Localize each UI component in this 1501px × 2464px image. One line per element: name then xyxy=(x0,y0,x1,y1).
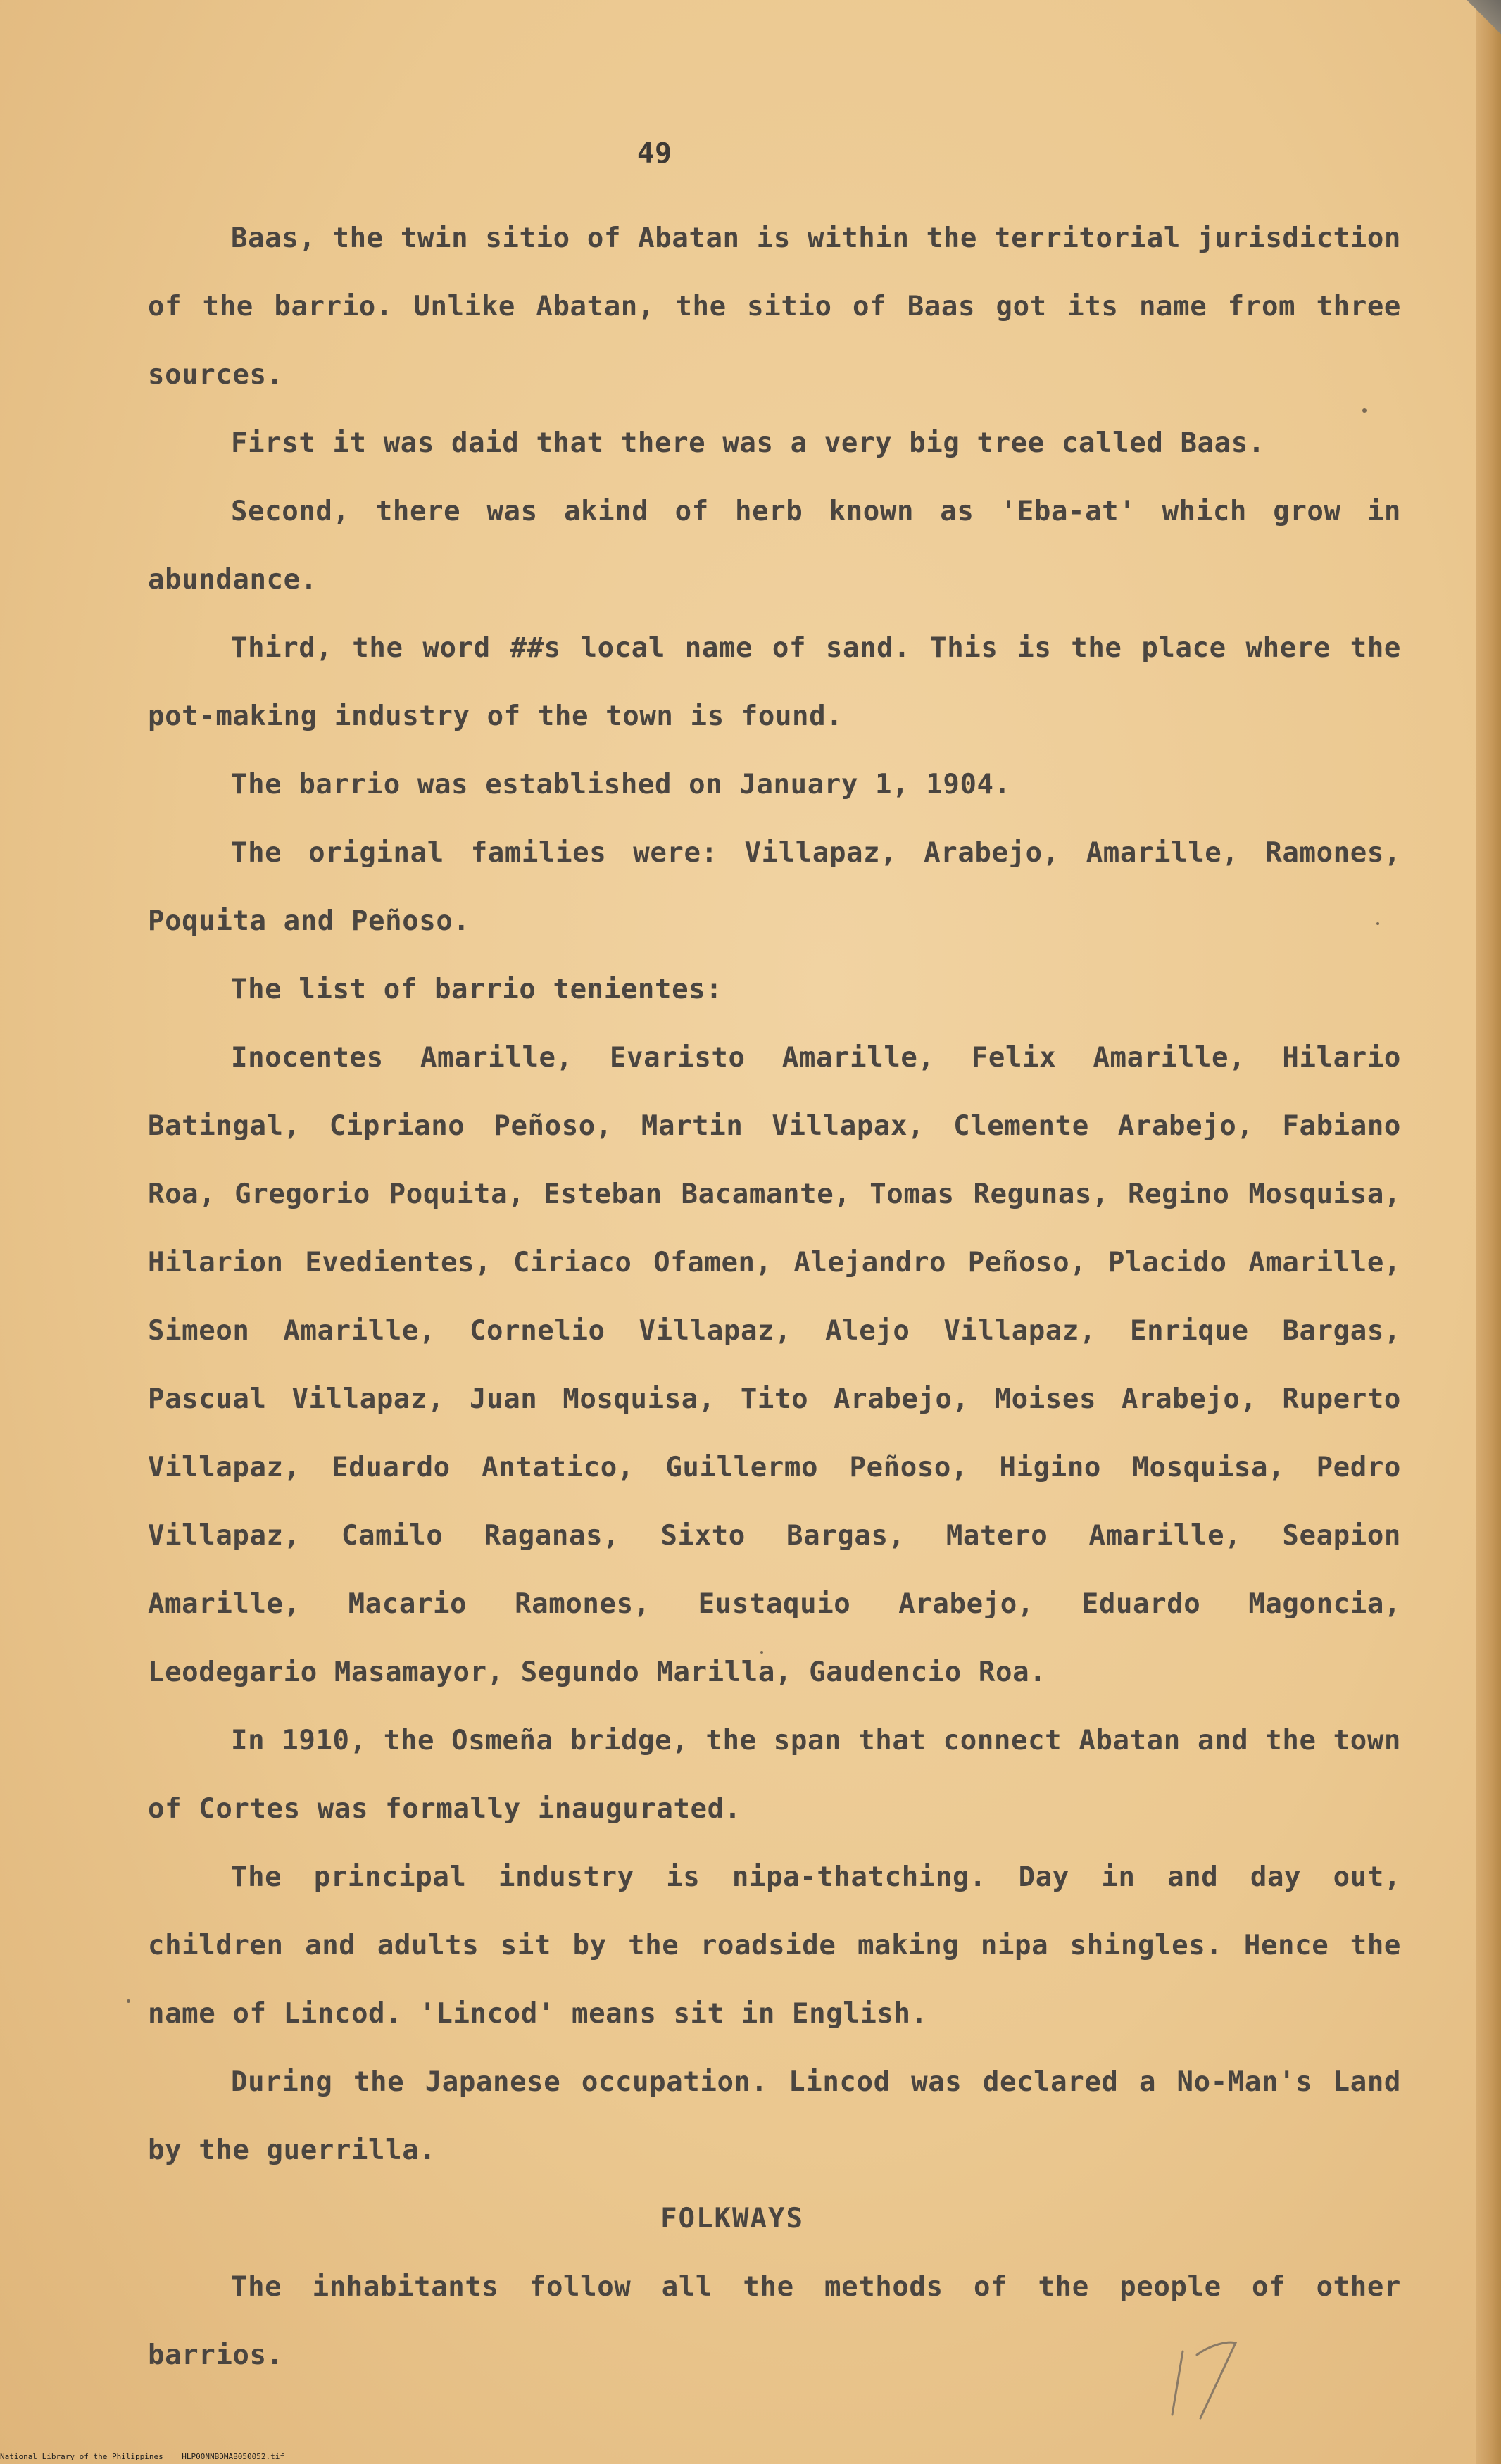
paragraph: During the Japanese occupation. Lincod was declared a No-Man's Land by the guerrilla. xyxy=(148,2066,1401,2166)
paragraph: First it was daid that there was a very big tree called Baas. xyxy=(231,427,1265,459)
paragraph: The inhabitants follow all the methods of the people of other barrios. xyxy=(148,2271,1401,2371)
handwritten-mark xyxy=(1169,2330,1253,2422)
document-body xyxy=(148,204,1401,2389)
paper-speck xyxy=(127,1999,130,2003)
paragraph: The list of barrio tenientes: xyxy=(231,974,723,1005)
footer-file-id: HLP00NNBDMAB050052.tif xyxy=(182,2452,284,2461)
paragraph: The barrio was established on January 1, 1904. xyxy=(231,769,1011,800)
paper-edge xyxy=(1476,0,1501,2464)
paragraph: In 1910, the Osmeña bridge, the span that connect Abatan and the town of Cortes was formally inaugurated. xyxy=(148,1725,1401,1825)
paragraph: Baas, the twin sitio of Abatan is within the territorial jurisdiction of the barrio. Unlike Abatan, the sitio of Baas got its name from three sources. xyxy=(148,222,1401,391)
footer-source: National Library of the Philippines xyxy=(0,2452,163,2461)
paragraph: The original families were: Villapaz, Arabejo, Amarille, Ramones, Poquita and Peñoso. xyxy=(148,837,1401,937)
paragraph: The principal industry is nipa-thatching. Day in and day out, children and adults sit by the roadside making nipa shingles. Hence the name of Lincod. 'Lincod' means sit in English. xyxy=(148,1861,1401,2030)
paragraph: Third, the word ##s local name of sand. This is the place where the pot-making industry of the town is found. xyxy=(148,632,1401,732)
scan-footer xyxy=(0,2452,284,2461)
section-heading: FOLKWAYS xyxy=(660,2203,804,2234)
paragraph: Second, there was akind of herb known as 'Eba-at' which grow in abundance. xyxy=(148,496,1401,596)
paragraph: Inocentes Amarille, Evaristo Amarille, Felix Amarille, Hilario Batingal, Cipriano Peñoso, Martin Villapax, Clemente Arabejo, Fabiano Roa, Gregorio Poquita, Esteban Bacamante, Tomas Regunas, Regino Mosquisa, Hilarion Evedientes, Ciriaco Ofamen, Alejandro Peñoso, Placido Amarille, Simeon Amarille, Cornelio Villapaz, Alejo Villapaz, Enrique Bargas, Pascual Villapaz, Juan Mosquisa, Tito Arabejo, Moises Arabejo, Ruperto Villapaz, Eduardo Antatico, Guillermo Peñoso, Higino Mosquisa, Pedro Villapaz, Camilo Raganas, Sixto Bargas, Matero Amarille, Seapion Amarille, Macario Ramones, Eustaquio Arabejo, Eduardo Magoncia, Leodegario Masamayor, Segundo Marilla, Gaudencio Roa. xyxy=(148,1042,1401,1688)
page-number: 49 xyxy=(636,137,673,170)
scan-corner xyxy=(1459,0,1501,42)
